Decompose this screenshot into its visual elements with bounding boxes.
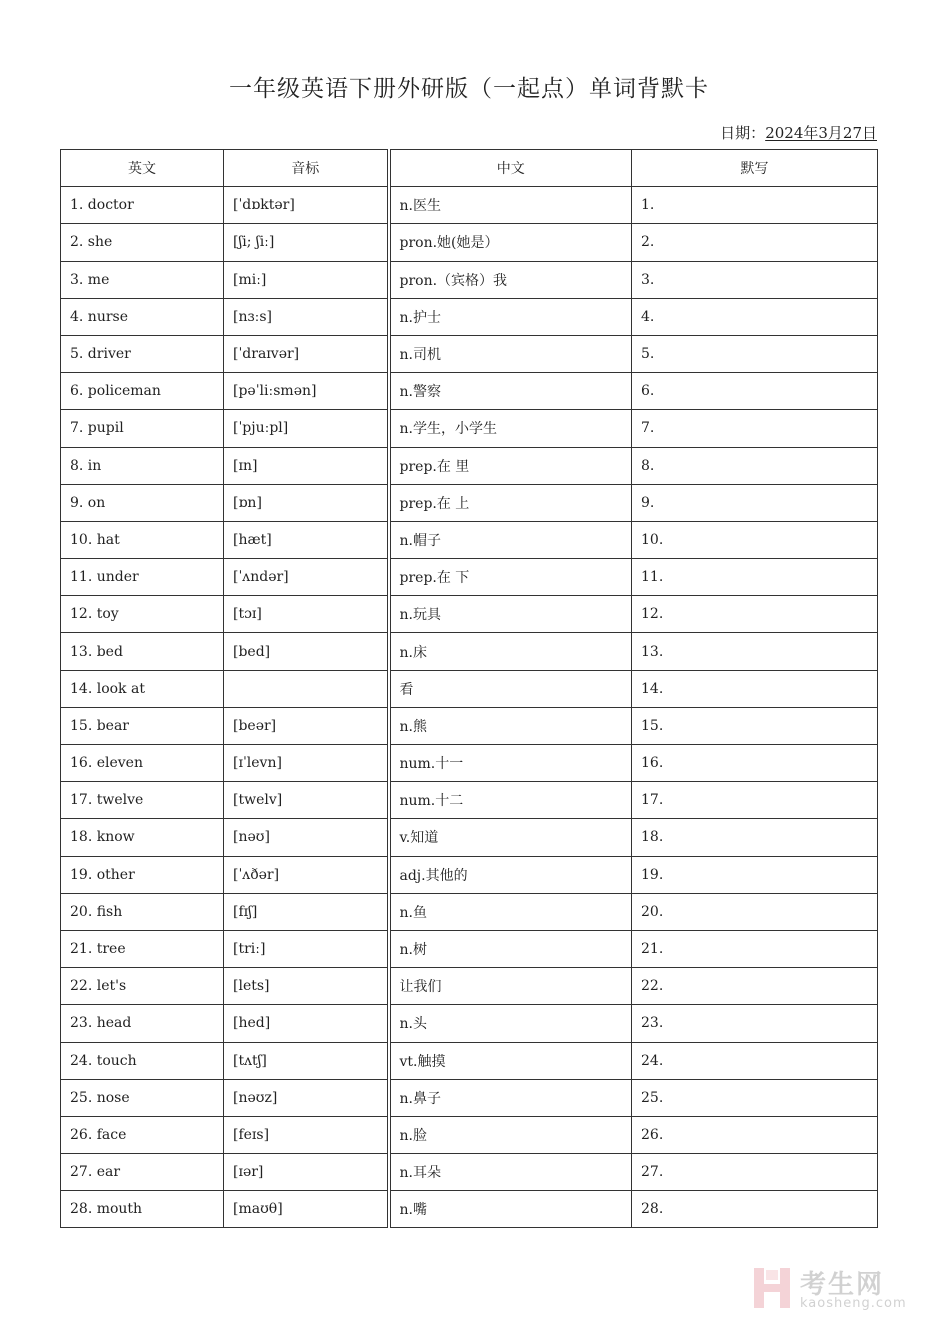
- vocabulary-table: [60, 149, 878, 1228]
- cell-dictation: 19.: [632, 856, 878, 893]
- cell-chinese: n.鼻子: [389, 1079, 632, 1116]
- table-row: [61, 559, 878, 596]
- cell-dictation: 2.: [632, 224, 878, 261]
- cell-phonetic: [tʌtʃ]: [224, 1042, 389, 1079]
- cell-english: 3. me: [61, 261, 224, 298]
- cell-dictation: 27.: [632, 1154, 878, 1191]
- cell-phonetic: [fɪʃ]: [224, 893, 389, 930]
- cell-chinese: pron.（宾格）我: [389, 261, 632, 298]
- cell-phonetic: [beər]: [224, 707, 389, 744]
- cell-english: 7. pupil: [61, 410, 224, 447]
- cell-dictation: 14.: [632, 670, 878, 707]
- cell-phonetic: [ɪn]: [224, 447, 389, 484]
- cell-phonetic: [ˈpjuːpl]: [224, 410, 389, 447]
- cell-english: 9. on: [61, 484, 224, 521]
- table-row: [61, 745, 878, 782]
- cell-dictation: 18.: [632, 819, 878, 856]
- cell-english: 19. other: [61, 856, 224, 893]
- table-row: [61, 298, 878, 335]
- cell-dictation: 28.: [632, 1191, 878, 1228]
- cell-chinese: n.警察: [389, 373, 632, 410]
- cell-phonetic: [pəˈliːsmən]: [224, 373, 389, 410]
- table-row: [61, 707, 878, 744]
- cell-dictation: 24.: [632, 1042, 878, 1079]
- cell-phonetic: [bed]: [224, 633, 389, 670]
- cell-english: 1. doctor: [61, 187, 224, 224]
- cell-english: 18. know: [61, 819, 224, 856]
- cell-english: 14. look at: [61, 670, 224, 707]
- cell-phonetic: [twelv]: [224, 782, 389, 819]
- cell-english: 22. let's: [61, 968, 224, 1005]
- table-row: [61, 856, 878, 893]
- table-row: [61, 1042, 878, 1079]
- header-chinese: 中文: [389, 150, 632, 187]
- table-row: [61, 1005, 878, 1042]
- table-row: [61, 484, 878, 521]
- cell-english: 11. under: [61, 559, 224, 596]
- cell-dictation: 7.: [632, 410, 878, 447]
- cell-dictation: 6.: [632, 373, 878, 410]
- cell-chinese: prep.在 上: [389, 484, 632, 521]
- date-line: [720, 122, 877, 143]
- table-row: [61, 1079, 878, 1116]
- cell-chinese: num.十二: [389, 782, 632, 819]
- table-row: [61, 670, 878, 707]
- cell-chinese: v.知道: [389, 819, 632, 856]
- cell-chinese: n.帽子: [389, 521, 632, 558]
- table-row: [61, 893, 878, 930]
- cell-phonetic: [lets]: [224, 968, 389, 1005]
- cell-dictation: 9.: [632, 484, 878, 521]
- table-row: [61, 521, 878, 558]
- cell-chinese: n.学生，小学生: [389, 410, 632, 447]
- date-value: 2024年3月27日: [765, 124, 877, 142]
- cell-dictation: 12.: [632, 596, 878, 633]
- cell-english: 17. twelve: [61, 782, 224, 819]
- table-row: [61, 187, 878, 224]
- cell-english: 12. toy: [61, 596, 224, 633]
- cell-phonetic: [ɪər]: [224, 1154, 389, 1191]
- cell-chinese: 看: [389, 670, 632, 707]
- cell-phonetic: [ˈʌndər]: [224, 559, 389, 596]
- cell-dictation: 20.: [632, 893, 878, 930]
- table-row: [61, 373, 878, 410]
- cell-english: 2. she: [61, 224, 224, 261]
- cell-dictation: 13.: [632, 633, 878, 670]
- table-row: [61, 335, 878, 372]
- cell-phonetic: [ˈdraɪvər]: [224, 335, 389, 372]
- watermark-text: 考生网: [800, 1270, 885, 1300]
- cell-phonetic: [tɔɪ]: [224, 596, 389, 633]
- cell-phonetic: [ˈdɒktər]: [224, 187, 389, 224]
- cell-dictation: 8.: [632, 447, 878, 484]
- cell-chinese: n.护士: [389, 298, 632, 335]
- cell-english: 25. nose: [61, 1079, 224, 1116]
- cell-chinese: n.耳朵: [389, 1154, 632, 1191]
- table-row: [61, 410, 878, 447]
- table-row: [61, 261, 878, 298]
- cell-chinese: n.脸: [389, 1116, 632, 1153]
- cell-chinese: vt.触摸: [389, 1042, 632, 1079]
- cell-phonetic: [224, 670, 389, 707]
- cell-english: 24. touch: [61, 1042, 224, 1079]
- cell-phonetic: [ɪˈlevn]: [224, 745, 389, 782]
- cell-english: 21. tree: [61, 930, 224, 967]
- table-row: [61, 596, 878, 633]
- cell-phonetic: [maʊθ]: [224, 1191, 389, 1228]
- cell-english: 8. in: [61, 447, 224, 484]
- cell-phonetic: [ɒn]: [224, 484, 389, 521]
- header-dictation: 默写: [632, 150, 878, 187]
- table-row: [61, 1154, 878, 1191]
- cell-phonetic: [hed]: [224, 1005, 389, 1042]
- cell-chinese: n.医生: [389, 187, 632, 224]
- date-label: 日期：: [720, 124, 766, 142]
- cell-chinese: num.十一: [389, 745, 632, 782]
- table-row: [61, 447, 878, 484]
- cell-english: 13. bed: [61, 633, 224, 670]
- table-row: [61, 782, 878, 819]
- cell-dictation: 25.: [632, 1079, 878, 1116]
- cell-dictation: 11.: [632, 559, 878, 596]
- cell-dictation: 4.: [632, 298, 878, 335]
- cell-chinese: n.嘴: [389, 1191, 632, 1228]
- cell-chinese: prep.在 下: [389, 559, 632, 596]
- cell-phonetic: [triː]: [224, 930, 389, 967]
- cell-english: 28. mouth: [61, 1191, 224, 1228]
- cell-phonetic: [hæt]: [224, 521, 389, 558]
- header-phonetic: 音标: [224, 150, 389, 187]
- cell-dictation: 17.: [632, 782, 878, 819]
- cell-dictation: 5.: [632, 335, 878, 372]
- cell-dictation: 1.: [632, 187, 878, 224]
- cell-english: 23. head: [61, 1005, 224, 1042]
- cell-english: 20. fish: [61, 893, 224, 930]
- watermark-url: kaosheng.com: [800, 1296, 907, 1311]
- table-row: [61, 968, 878, 1005]
- cell-english: 26. face: [61, 1116, 224, 1153]
- table-row: [61, 819, 878, 856]
- cell-english: 4. nurse: [61, 298, 224, 335]
- cell-chinese: n.熊: [389, 707, 632, 744]
- cell-phonetic: [ˈʌðər]: [224, 856, 389, 893]
- cell-chinese: n.头: [389, 1005, 632, 1042]
- cell-phonetic: [nɜːs]: [224, 298, 389, 335]
- cell-english: 10. hat: [61, 521, 224, 558]
- kaosheng-logo-icon: [752, 1266, 792, 1310]
- table-row: [61, 633, 878, 670]
- cell-phonetic: [nəʊ]: [224, 819, 389, 856]
- cell-chinese: adj.其他的: [389, 856, 632, 893]
- table-body: [61, 187, 878, 1228]
- cell-chinese: n.树: [389, 930, 632, 967]
- cell-phonetic: [miː]: [224, 261, 389, 298]
- cell-phonetic: [feɪs]: [224, 1116, 389, 1153]
- cell-chinese: prep.在 里: [389, 447, 632, 484]
- watermark: [752, 1264, 922, 1316]
- cell-dictation: 21.: [632, 930, 878, 967]
- cell-dictation: 16.: [632, 745, 878, 782]
- cell-english: 27. ear: [61, 1154, 224, 1191]
- cell-english: 15. bear: [61, 707, 224, 744]
- cell-phonetic: [ʃi; ʃiː]: [224, 224, 389, 261]
- cell-chinese: n.鱼: [389, 893, 632, 930]
- header-english: 英文: [61, 150, 224, 187]
- cell-english: 6. policeman: [61, 373, 224, 410]
- cell-chinese: n.床: [389, 633, 632, 670]
- cell-dictation: 15.: [632, 707, 878, 744]
- cell-dictation: 10.: [632, 521, 878, 558]
- cell-english: 5. driver: [61, 335, 224, 372]
- cell-dictation: 22.: [632, 968, 878, 1005]
- cell-chinese: pron.她(她是）: [389, 224, 632, 261]
- table-row: [61, 930, 878, 967]
- table-header-row: [61, 150, 878, 187]
- cell-phonetic: [nəʊz]: [224, 1079, 389, 1116]
- cell-dictation: 26.: [632, 1116, 878, 1153]
- cell-english: 16. eleven: [61, 745, 224, 782]
- table-row: [61, 1191, 878, 1228]
- table-row: [61, 224, 878, 261]
- table-row: [61, 1116, 878, 1153]
- cell-dictation: 23.: [632, 1005, 878, 1042]
- cell-chinese: 让我们: [389, 968, 632, 1005]
- cell-chinese: n.司机: [389, 335, 632, 372]
- cell-chinese: n.玩具: [389, 596, 632, 633]
- page-title: 一年级英语下册外研版（一起点）单词背默卡: [229, 76, 709, 102]
- cell-dictation: 3.: [632, 261, 878, 298]
